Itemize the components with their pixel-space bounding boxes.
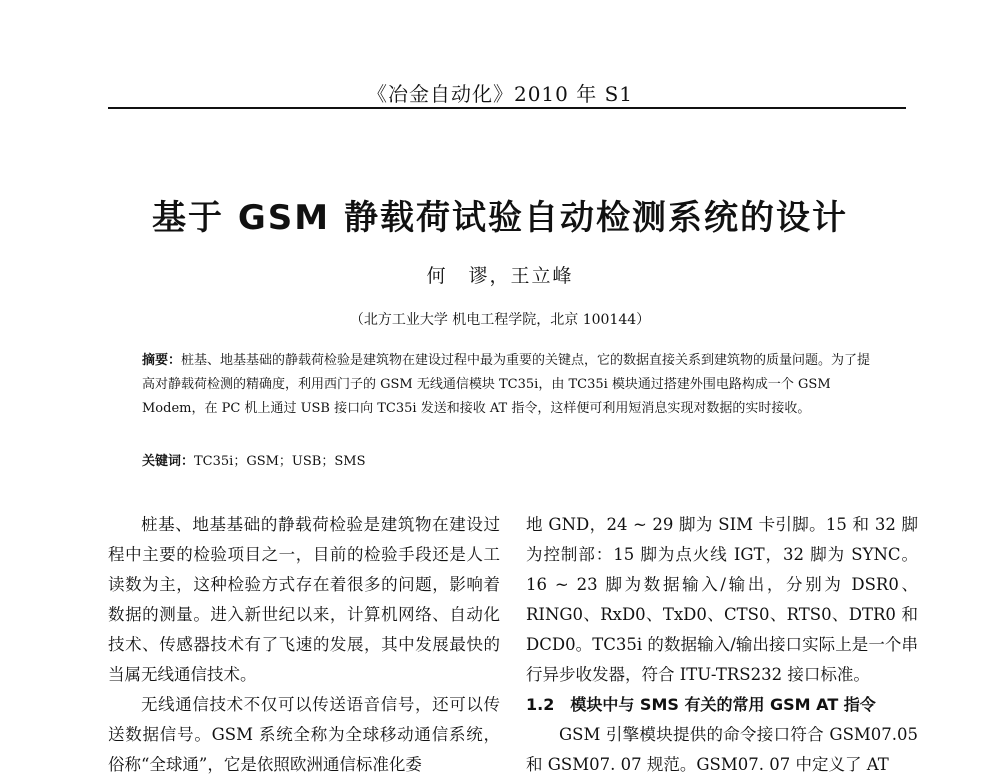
keywords-label: 关键词： (142, 454, 195, 469)
keywords (142, 451, 872, 473)
header-rule (108, 107, 906, 109)
abstract-text: 桩基、地基基础的静载荷检验是建筑物在建设过程中最为重要的关键点，它的数据直接关系到建筑物的质量问题。为了提高对静载荷检测的精确度，利用西门子的 GSM 无线通信模块 TC35i，由 TC35i 模块通过搭建外围电路构成一个 GSM Modem，在 PC 机上通过 USB 接口向 TC35i 发送和接收 AT 指令，这样便可利用短消息实现对数据的实时接收。 (142, 353, 871, 416)
journal-header: 《冶金自动化》2010 年 S1 (366, 82, 634, 106)
abstract (142, 349, 872, 421)
keywords-text: TC35i；GSM；USB；SMS (194, 454, 366, 469)
left-paragraph-1: 桩基、地基基础的静载荷检验是建筑物在建设过程中主要的检验项目之一，目前的检验手段还是人工读数为主，这种检验方式存在着很多的问题，影响着数据的测量。进入新世纪以来，计算机网络、自动化技术、传感器技术有了飞速的发展，其中发展最快的当属无线通信技术。 (108, 515, 500, 684)
abstract-label: 摘要： (142, 353, 182, 368)
paper-authors: 何 谬，王立峰 (426, 265, 574, 287)
right-paragraph-1: 地 GND，24 ~ 29 脚为 SIM 卡引脚。15 和 32 脚为控制部：15 脚为点火线 IGT，32 脚为 SYNC。16 ~ 23 脚为数据输入/输出，分别为 DSR0、RING0、RxD0、TxD0、CTS0、RTS0、DTR0 和 DCD0。TC35i 的数据输入/输出接口实际上是一个串行异步收发器，符合 ITU-TRS232 接口标准。 (526, 515, 918, 684)
right-paragraph-2: GSM 引擎模块提供的命令接口符合 GSM07.05 和 GSM07. 07 规范。GSM07. 07 中定义了 AT (526, 725, 918, 774)
left-paragraph-2: 无线通信技术不仅可以传送语音信号，还可以传送数据信号。GSM 系统全称为全球移动通信系统，俗称“全球通”，它是依照欧洲通信标准化委 (108, 695, 500, 774)
section-heading: 1.2 模块中与 SMS 有关的常用 GSM AT 指令 (526, 695, 876, 714)
right-column (526, 510, 918, 780)
paper-title: 基于 GSM 静载荷试验自动检测系统的设计 (152, 198, 848, 238)
left-column (108, 510, 500, 780)
paper-affiliation: （北方工业大学 机电工程学院，北京 100144） (349, 312, 651, 328)
